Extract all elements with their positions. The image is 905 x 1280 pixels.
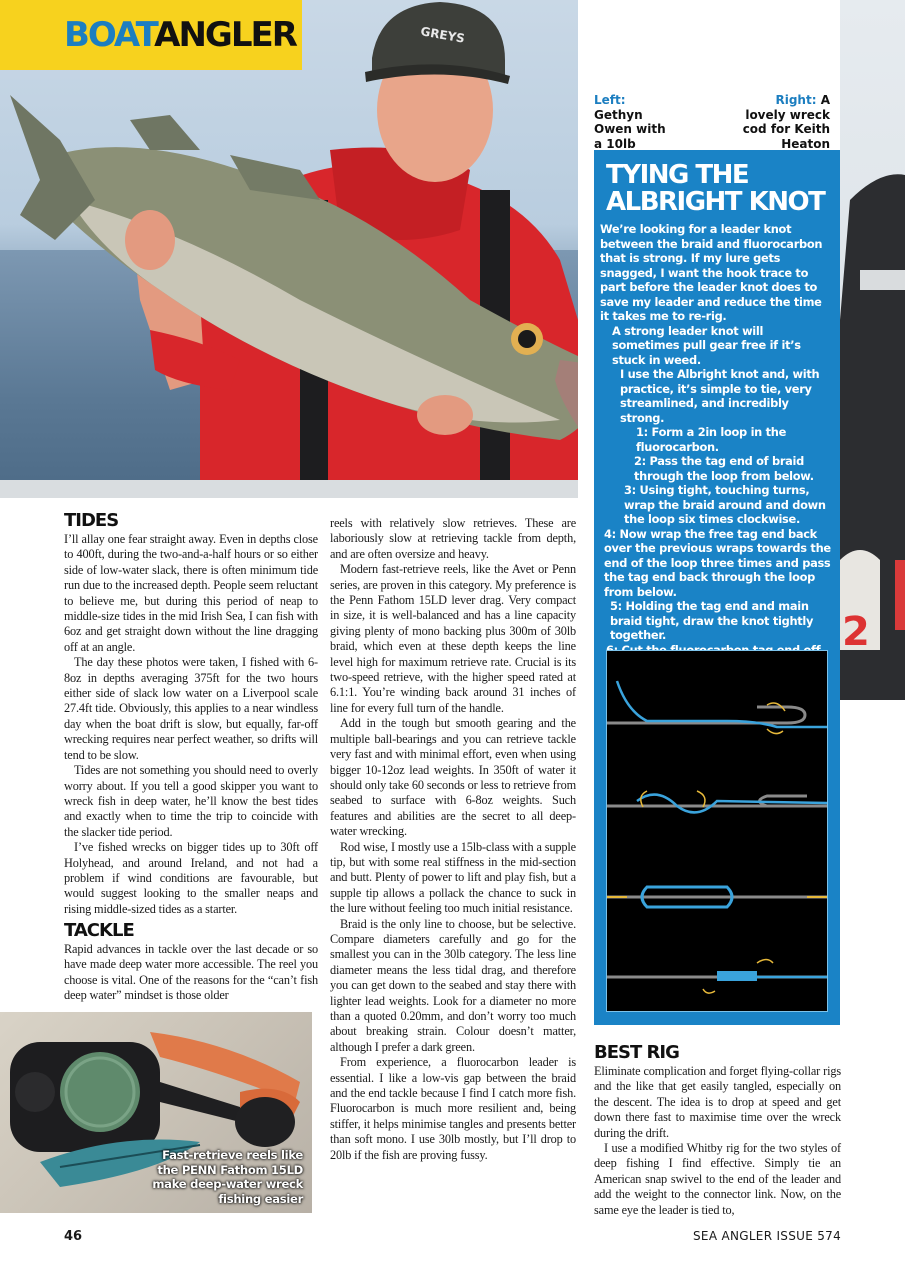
knot-step-2: 2: Pass the tag end of braid through the loop from below.	[634, 454, 814, 483]
knot-diagram-step-2	[607, 791, 827, 812]
knot-para-3: I use the Albright knot and, with practice, it’s simple to tie, very streamlined, and incredibly strong.	[620, 367, 820, 425]
tackle-para-1: Rapid advances in tackle over the last decade or so have made deep water more accessible. The reel you choose is vital. One of the reasons for the “can’t fish deep water” mindset is those older	[64, 942, 318, 1003]
svg-text:2: 2	[842, 609, 870, 655]
knot-title-line1: TYING THE	[606, 160, 749, 190]
tides-column	[64, 532, 318, 917]
middle-para-6: From experience, a fluorocarbon leader is essential. I like a low-vis gap between the braid and the end tackle because I find I catch more fish. Fluorocarbon is much more resilient and, being stiffer, it helps minimise tangles and presents better than soft mono. I use 30lb mostly, but I’ll drop to 20lb if the fish are proving fussy.	[330, 1055, 576, 1162]
knot-step-1: 1: Form a 2in loop in the fluorocarbon.	[636, 425, 787, 454]
knot-title-line2: ALBRIGHT KNOT	[606, 187, 825, 217]
tides-heading: TIDES	[64, 510, 119, 531]
caption-right	[740, 93, 830, 151]
knot-step-3: 3: Using tight, touching turns, wrap the braid around and down the loop six times clockwise.	[624, 483, 826, 526]
middle-column	[330, 516, 576, 1163]
knot-step-5: 5: Holding the tag end and main braid tight, draw the knot tightly together.	[610, 599, 814, 642]
middle-para-1: reels with relatively slow retrieves. These are laboriously slow at retrieving tackle from depth, and are often oversize and heavy.	[330, 516, 576, 561]
boat-rail	[0, 480, 578, 498]
angler-with-pollack-illustration	[0, 0, 578, 498]
knot-title	[606, 162, 824, 216]
knot-step-4: 4: Now wrap the free tag end back over the previous wraps towards the end of the loop three times and pass the tag end back through the loop from below.	[604, 526, 831, 599]
knot-diagram-step-4	[607, 960, 827, 994]
tackle-heading: TACKLE	[64, 920, 134, 941]
bestrig-column	[594, 1064, 841, 1218]
knot-steps-illustration	[607, 651, 827, 1011]
knot-instructions	[600, 222, 832, 715]
magazine-issue: SEA ANGLER ISSUE 574	[693, 1229, 841, 1243]
tides-para-4: I’ve fished wrecks on bigger tides up to 30ft off Holyhead, and around Ireland, and not had a problem if wind conditions are favourable, but would suggest looking to the smaller neaps and rising middle-sized tides as a starter.	[64, 840, 318, 916]
knot-diagram	[606, 650, 828, 1012]
bestrig-para-2: I use a modified Whitby rig for the two styles of deep fishing I find effective. Simply tie an American snap swivel to the end of the leader and add the weight to the connector link. Now, on the same eye the leader is tied to,	[594, 1141, 841, 1217]
tides-para-2: The day these photos were taken, I fished with 6-8oz in depths averaging 375ft for the two hours either side of slack low water on a Liverpool scale 27.4ft tide. Obviously, this applies to a near windless day when the boat drift is slow, but equally, far-off wrecking requires near perfect weather, so drifts will tend to be slow.	[64, 655, 318, 762]
angler-with-cod-illustration	[840, 0, 905, 700]
hero-photo	[0, 0, 578, 498]
tides-para-1: I’ll allay one fear straight away. Even in depths close to 400ft, during the two-and-a-half hours or so either side of low-water slack, there is often minimum tide run due to the increased depth. People seem reluctant to believe me, but during this period of neap to middle-size tides in the mid Irish Sea, I can fish with 6oz and get straight down without the line dragging off at an angle.	[64, 532, 318, 654]
logo-word-boat: BOAT	[64, 15, 155, 55]
middle-para-3: Add in the tough but smooth gearing and the multiple ball-bearings and you can retrieve tackle very fast and with minimal effort, even when using bigger 10-12oz lead weights. In 350ft of water it should only take 60 seconds or less to retrieve from seabed to surface with 6-8oz weights. Such features and abilities are the secret to all deep-water wrecking.	[330, 716, 576, 839]
caption-right-label: Right:	[775, 93, 817, 107]
caption-left-label: Left:	[594, 93, 626, 107]
logo-text	[64, 15, 296, 55]
bestrig-para-1: Eliminate complication and forget flying-collar rigs and the like that get easily tangled, especially on the descent. The idea is to drop at speed and get down there fast to maximise time over the wreck during the drift.	[594, 1064, 841, 1140]
reel-caption: Fast-retrieve reels like the PENN Fathom 15LD make deep-water wreck fishing easier	[152, 1148, 303, 1206]
knot-diagram-step-3	[607, 887, 827, 907]
section-logo	[0, 0, 302, 70]
cap-brand-text: GREYS	[419, 24, 466, 46]
knot-intro: We’re looking for a leader knot between the braid and fluorocarbon that is strong. If my lure gets snagged, I want the hook trace to part before the leader knot does to save my leader and reduce the time it takes me to re-rig.	[600, 222, 823, 323]
caption-right-text: A lovely wreck cod for Keith Heaton	[742, 93, 830, 151]
caption-left-text: Gethyn Owen with a 10lb	[594, 107, 666, 151]
bestrig-heading: BEST RIG	[594, 1042, 679, 1063]
knot-para-2: A strong leader knot will sometimes pull gear free if it’s stuck in weed.	[612, 323, 801, 367]
middle-para-4: Rod wise, I mostly use a 15lb-class with a supple tip, but with some real stiffness in the mid-section and butt. Plenty of power to lift and play fish, but a supple tip allows a pollack the chance to suck in the lure without feeling too much initial resistance.	[330, 839, 576, 916]
tackle-column	[64, 942, 318, 1004]
middle-para-5: Braid is the only line to choose, but be selective. Compare diameters carefully and go for the smallest you can in the 30lb category. The less line diameter means the less tidal drag, and therefore you can get down to the seabed and stay there with lighter lead weights. Look for a diameter no more than a quoted 0.20mm, and don’t worry too much about breaking strain. Colour doesn’t matter, although I prefer a dark green.	[330, 916, 576, 1054]
page-number: 46	[64, 1229, 83, 1244]
right-photo-cod	[840, 0, 905, 700]
tides-para-3: Tides are not something you should need to overly worry about. If you tell a good skipper you want to wreck fish in deep water, he’ll know the best tides and exactly when to time the trip to coincide with the slacker tide period.	[64, 763, 318, 839]
logo-word-angler: ANGLER	[154, 15, 296, 55]
middle-para-2: Modern fast-retrieve reels, like the Avet or Penn series, are proven in this category. My preference is the Penn Fathom 15LD lever drag. Very compact in size, it is well-balanced and has a line capacity giving plenty of mono backing plus 300m of 30lb braid, which even at these depth keeps the line level high for maximum retrieve rate. Crucial is its two-speed retrieve, with the higher speed rated at 6.1:1. You’re winding back around 31 inches of line for every full turn of the handle.	[330, 562, 576, 715]
knot-diagram-step-1	[607, 681, 827, 734]
